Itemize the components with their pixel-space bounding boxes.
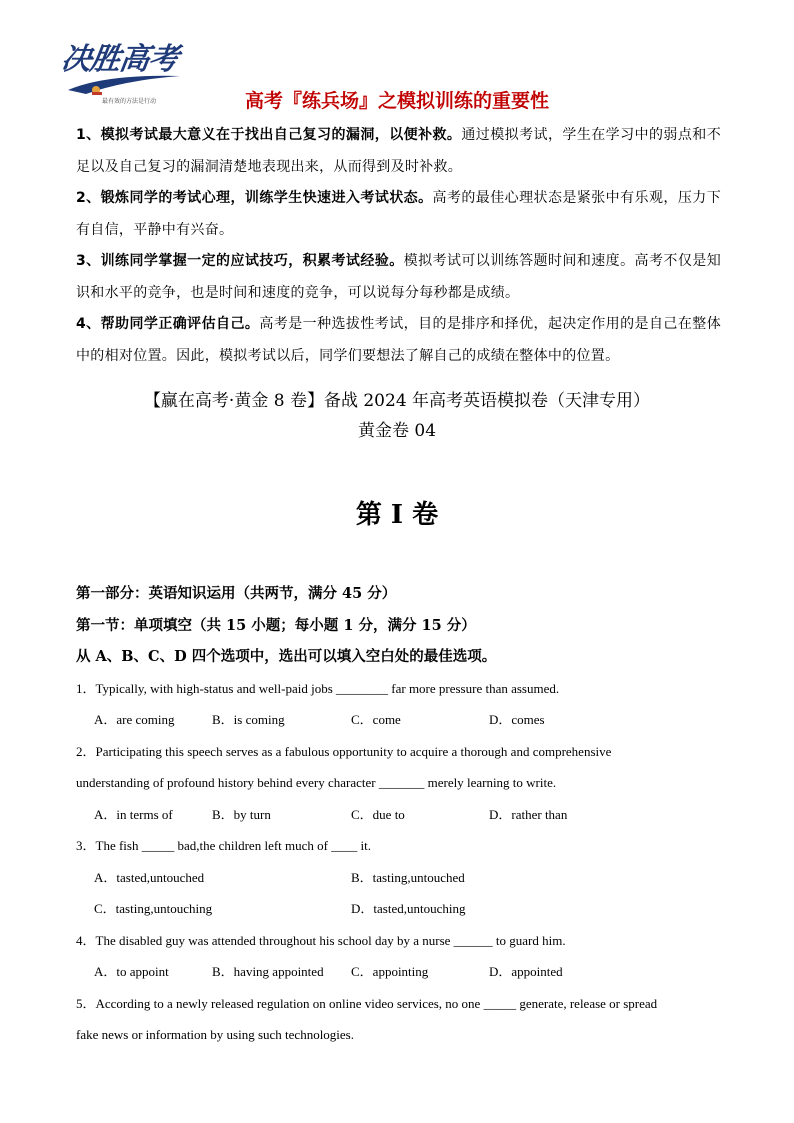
option: A．are coming: [94, 712, 175, 727]
logo-text: 决胜高考: [59, 42, 180, 77]
question-options: [76, 862, 726, 894]
instruction: 从 A、B、C、D 四个选项中，选出可以填入空白处的最佳选项。: [76, 648, 497, 665]
option: D．tasted,untouching: [351, 901, 466, 916]
question-options: [76, 956, 726, 988]
option: D．rather than: [489, 806, 568, 822]
option: C．appointing: [351, 964, 429, 979]
question-text: 4．The disabled guy was attended throughout his school day by a nurse ______ to guard him.: [76, 932, 566, 948]
part-heading: 第一部分：英语知识运用（共两节，满分 45 分）: [76, 585, 397, 602]
option: B．tasting,untouched: [351, 869, 465, 885]
option: C．due to: [351, 806, 405, 822]
option: A．tasted,untouched: [94, 869, 205, 885]
exam-subtitle: 黄金卷 04: [357, 421, 437, 441]
intro-point: 1、模拟考试最大意义在于找出自己复习的漏洞，以便补救。通过模拟考试，学生在学习中的弱点和不足以及自己复习的漏洞清楚地表现出来，从而得到及时补救。: [76, 127, 721, 175]
intro-points: [76, 120, 721, 372]
question-text: 3．The fish _____ bad,the children left much of ____ it.: [76, 838, 371, 853]
option: D．comes: [489, 712, 545, 727]
option: C．tasting,untouching: [94, 901, 213, 916]
question-text: 5．According to a newly released regulation on online video services, no one _____ generate, release or spread: [76, 995, 658, 1011]
option: D．appointed: [489, 964, 563, 979]
intro-point: 2、锻炼同学的考试心理，训练学生快速进入考试状态。高考的最佳心理状态是紧张中有乐观，压力下有自信，平静中有兴奋。: [76, 190, 721, 238]
question-text: 1．Typically, with high-status and well-paid jobs ________ far more pressure than assumed.: [76, 680, 560, 696]
intro-point: 3、训练同学掌握一定的应试技巧，积累考试经验。模拟考试可以训练答题时间和速度。高考不仅是知识和水平的竞争，也是时间和速度的竞争，可以说每分每秒都是成绩。: [76, 253, 721, 301]
option: B．having appointed: [212, 964, 324, 979]
subsection-heading: 第一节：单项填空（共 15 小题；每小题 1 分，满分 15 分）: [76, 616, 476, 634]
question-section: [76, 578, 726, 1051]
option: C．come: [351, 712, 401, 727]
option: B．is coming: [212, 712, 285, 727]
question-options: [76, 799, 726, 831]
question-options: [76, 704, 726, 736]
volume-title: 第 I 卷: [355, 500, 439, 530]
exam-title: [0, 386, 794, 446]
option: B．by turn: [212, 806, 271, 822]
question-text: fake news or information by using such technologies.: [76, 1027, 354, 1042]
logo-subtext: 最有效的方法是行动: [102, 98, 157, 105]
option: A．in terms of: [94, 806, 173, 822]
option: A．to appoint: [94, 964, 169, 979]
intro-point: 4、帮助同学正确评估自己。高考是一种选拔性考试，目的是排序和择优，起决定作用的是自己在整体中的相对位置。因此，模拟考试以后，同学们要想法了解自己的成绩在整体中的位置。: [76, 316, 721, 364]
question-options: [76, 893, 726, 925]
question-text: 2．Participating this speech serves as a fabulous opportunity to acquire a thorough and comprehensive: [76, 743, 612, 759]
exam-title-main: 【赢在高考·黄金 8 卷】备战 2024 年高考英语模拟卷（天津专用）: [143, 391, 651, 411]
headline: 高考『练兵场』之模拟训练的重要性: [244, 90, 549, 112]
question-text: understanding of profound history behind every character _______ merely learning to write.: [76, 775, 557, 790]
